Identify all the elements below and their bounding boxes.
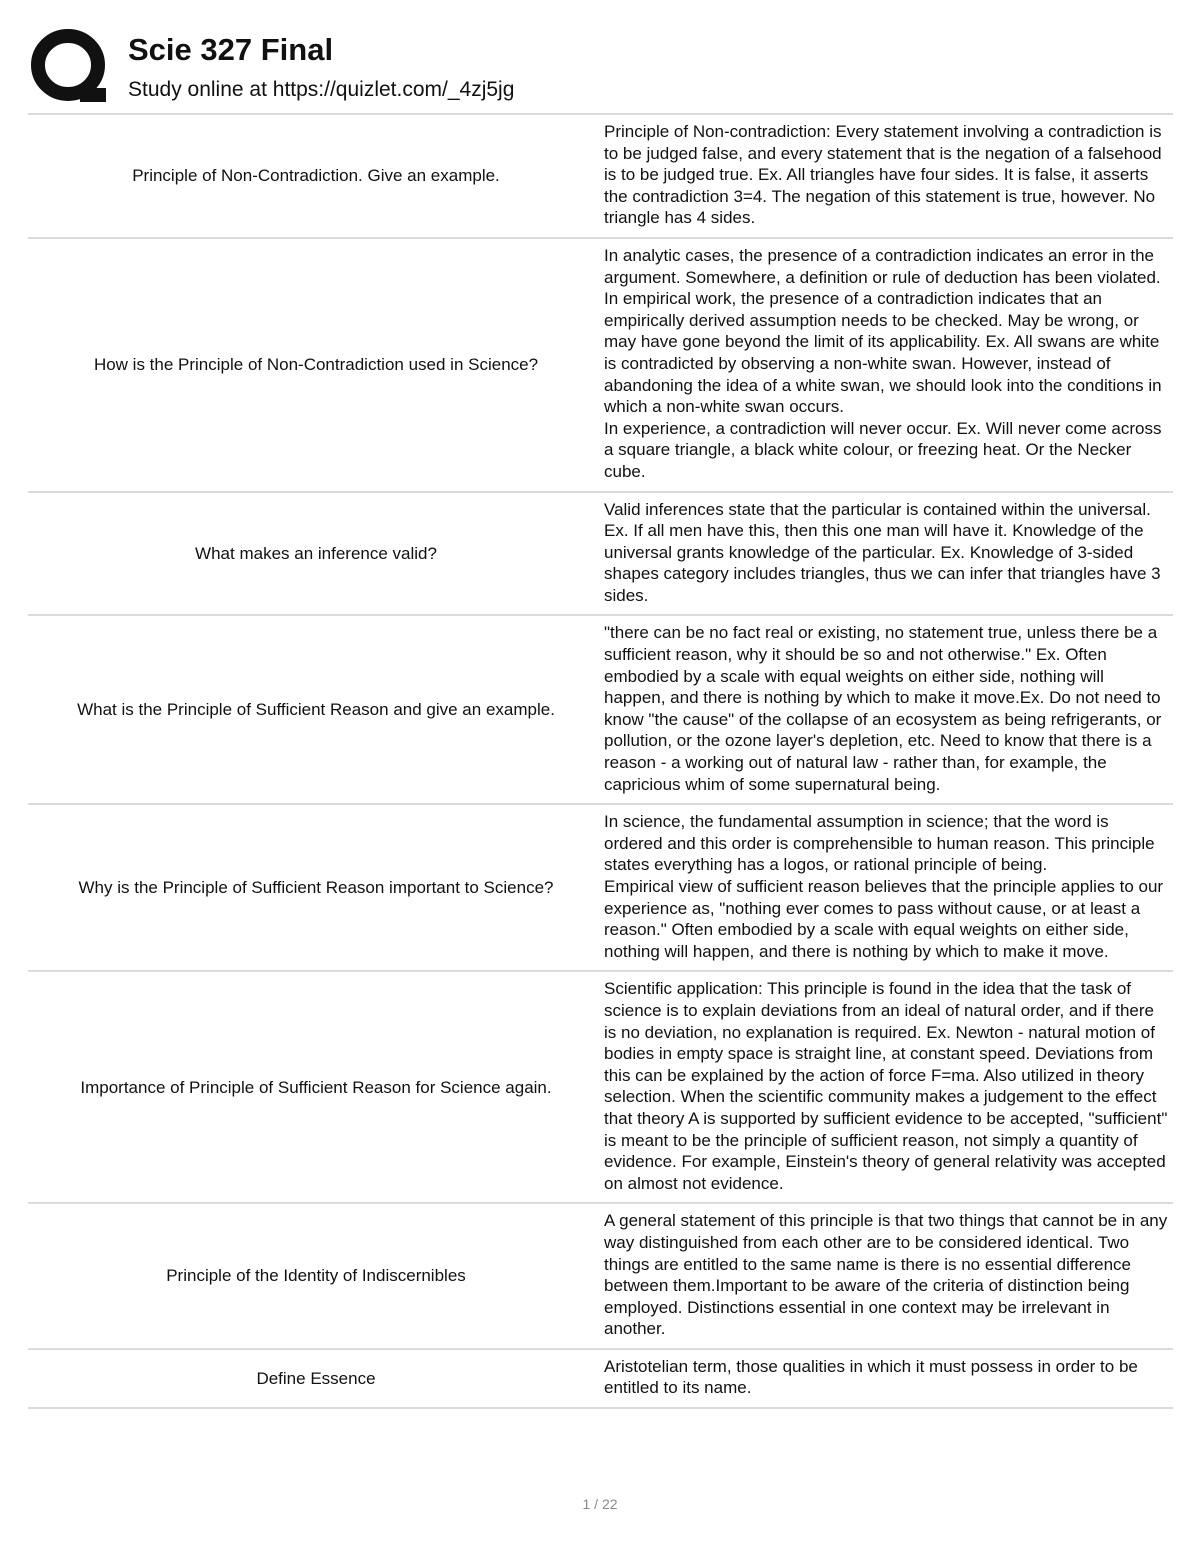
definition-paragraph: Aristotelian term, those qualities in which it must possess in order to be entitled to its name. (604, 1356, 1138, 1398)
study-link[interactable]: Study online at https://quizlet.com/_4zj5jg (128, 78, 515, 101)
flashcard-row (28, 113, 1173, 237)
card-definition (604, 115, 1173, 237)
card-definition (604, 972, 1173, 1202)
flashcard-row (28, 1202, 1173, 1348)
card-definition (604, 1350, 1173, 1407)
flashcard-row (28, 1348, 1173, 1409)
card-term: Principle of the Identity of Indiscernibles (166, 1266, 466, 1286)
definition-paragraph: In analytic cases, the presence of a contradiction indicates an error in the argument. Somewhere, a definition or rule of deduction has been violated. (604, 245, 1161, 287)
card-definition (604, 805, 1173, 970)
flashcard-list (28, 113, 1173, 1409)
card-definition (604, 493, 1173, 615)
flashcard-row (28, 970, 1173, 1202)
card-term: How is the Principle of Non-Contradiction used in Science? (93, 354, 539, 374)
card-definition (604, 1204, 1173, 1348)
flashcard-row (28, 491, 1173, 615)
definition-paragraph: Principle of Non-contradiction: Every statement involving a contradiction is to be judged false, and every statement that is the negation of a falsehood is to be judged true. Ex. All triangles have four sides. It is false, it asserts the contradiction 3=4. The negation of this statement is true, however. No triangle has 4 sides. (604, 122, 1162, 228)
card-term: What is the Principle of Sufficient Reason and give an example. (77, 700, 555, 720)
card-definition (604, 616, 1173, 803)
page-number: 1 / 22 (582, 1496, 618, 1512)
card-term: What makes an inference valid? (195, 543, 437, 563)
flashcard-row (28, 237, 1173, 491)
card-term: Why is the Principle of Sufficient Reason important to Science? (78, 878, 554, 897)
quizlet-logo-icon (30, 28, 108, 108)
card-term: Importance of Principle of Sufficient Reason for Science again. (80, 1077, 552, 1097)
card-term: Define Essence (256, 1368, 376, 1388)
definition-paragraph: Scientific application: This principle is found in the idea that the task of science is to explain deviations from an ideal of natural order, and if there is no deviation, no explanation is required. Ex. Newton - natural motion of bodies in empty space is straight line, at constant speed. Deviations from this can be explained by the action of force F=ma. Also utilized in theory selection. When the scientific community makes a judgement to the effect that theory A is supported by sufficient evidence to be accepted, "sufficient" is meant to be the principle of sufficient reason, not simply a quantity of evidence. For example, Einstein's theory of general relativity was accepted on almost not evidence. (604, 979, 1168, 1193)
definition-paragraph: In science, the fundamental assumption in science; that the word is ordered and this order is comprehensible to human reason. This principle states everything has a logos, or rational principle of being. (604, 812, 1155, 875)
flashcard-row (28, 614, 1173, 803)
page-header (30, 28, 1170, 110)
definition-paragraph: In empirical work, the presence of a contradiction indicates that an empirically derived assumption needs to be checked. May be wrong, or may have gone beyond the limit of its applicability. Ex. All swans are white is contradicted by observing a non-white swan. However, instead of abandoning the idea of a white swan, we should look into the conditions in which a non-white swan occurs. (604, 289, 1162, 417)
definition-paragraph: Empirical view of sufficient reason believes that the principle applies to our experience as, "nothing ever comes to pass without cause, or at least a reason." Often embodied by a scale with equal weights on either side, nothing will happen, and there is nothing by which to make it move. (604, 877, 1164, 961)
definition-paragraph: "there can be no fact real or existing, no statement true, unless there be a sufficient reason, why it should be so and not otherwise." Ex. Often embodied by a scale with equal weights on either side, nothing will happen, and there is nothing by which to make it move.Ex. Do not need to know "the cause" of the collapse of an ecosystem as being refrigerants, or pollution, or the ozone layer's depletion, etc. Need to know that there is a reason - a working out of natural law - rather than, for example, the capricious whim of some supernatural being. (604, 623, 1162, 794)
definition-paragraph: A general statement of this principle is that two things that cannot be in any way distinguished from each other are to be considered identical. Two things are entitled to the same name is there is no essential difference between them.Important to be aware of the criteria of distinction being employed. Distinctions essential in one context may be irrelevant in another. (604, 1211, 1168, 1339)
definition-paragraph: In experience, a contradiction will never occur. Ex. Will never come across a square triangle, a black white colour, or freezing heat. Or the Necker cube. (604, 418, 1162, 481)
card-term: Principle of Non-Contradiction. Give an example. (132, 166, 500, 186)
card-definition (604, 239, 1173, 491)
flashcard-row (28, 803, 1173, 970)
definition-paragraph: Valid inferences state that the particular is contained within the universal. Ex. If all men have this, then this one man will have it. Knowledge of the universal grants knowledge of the particular. Ex. Knowledge of 3-sided shapes category includes triangles, thus we can infer that triangles have 3 sides. (604, 499, 1161, 605)
page-title: Scie 327 Final (128, 32, 334, 67)
